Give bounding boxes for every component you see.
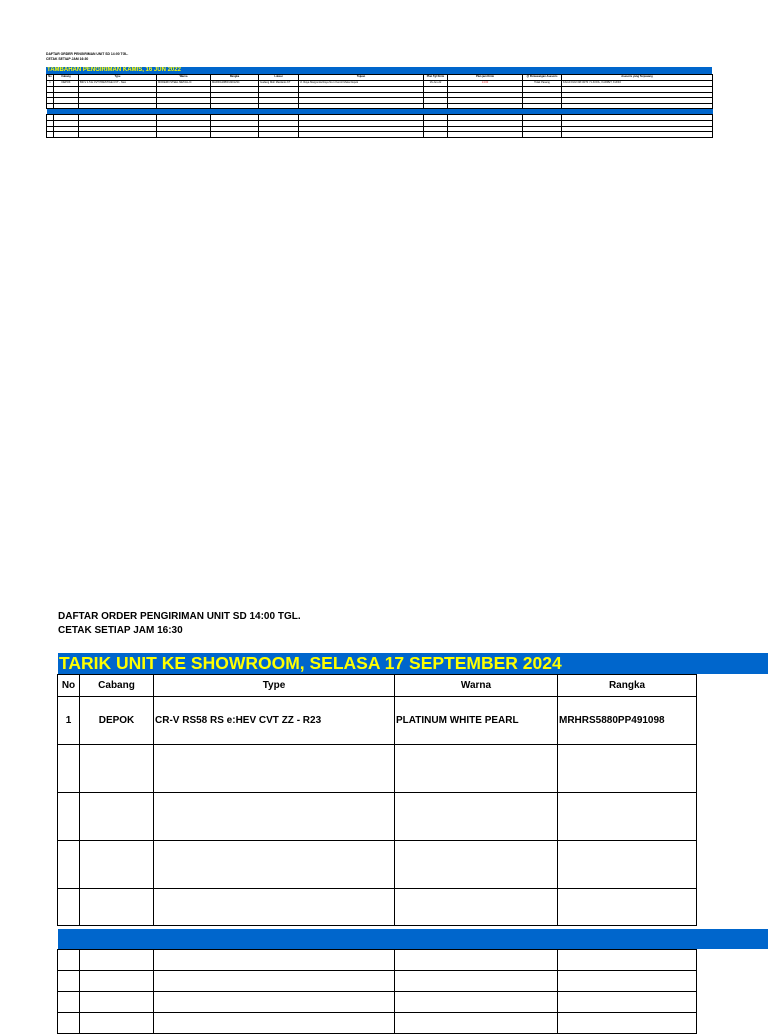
mini-cell-type: BR-V 1.5 E CVT PRESTIGE CVT - New bbox=[79, 80, 157, 86]
cell-cabang: DEPOK bbox=[80, 697, 154, 745]
mini-col-asesoris: Asesoris yang Terpasang bbox=[562, 75, 713, 81]
main-header-line2: CETAK SETIAP JAM 16:30 bbox=[58, 625, 183, 636]
mini-col-warna: Warna bbox=[157, 75, 211, 81]
mini-sheet bbox=[46, 52, 712, 138]
main-table bbox=[57, 674, 697, 926]
mini-table bbox=[46, 74, 713, 138]
cell-no: 1 bbox=[58, 697, 80, 745]
table-row bbox=[58, 1013, 697, 1034]
mini-cell-lokasi: Gudang Moh Mardanis KT bbox=[259, 80, 299, 86]
mini-cell-asesoris: KACA FILM 3M CR70 / V-KOOL, KARPET, KUNCI bbox=[562, 80, 713, 86]
col-cabang: Cabang bbox=[80, 675, 154, 697]
mini-cell-tujuan: Jl. Raya Margonda Raya No.1 Kemiri Muka Depok bbox=[299, 80, 424, 86]
mini-col-lokasi: Lokasi bbox=[259, 75, 299, 81]
mini-row bbox=[47, 132, 713, 138]
col-no: No bbox=[58, 675, 80, 697]
mini-col-tujuan: Tujuan bbox=[299, 75, 424, 81]
cell-rangka: MRHRS5880PP491098 bbox=[558, 697, 697, 745]
mini-col-plan-tgl: Plan Tgl Kirim bbox=[424, 75, 448, 81]
mini-col-cabang: Cabang bbox=[54, 75, 79, 81]
mini-col-pemasangan: @ Pemasangan Asesoris bbox=[523, 75, 562, 81]
mini-cell-warna: MODERN STEEL METALLIC bbox=[157, 80, 211, 86]
mini-cell-cabang: DEPOK bbox=[54, 80, 79, 86]
mini-col-rangka: Rangka bbox=[211, 75, 259, 81]
main-header-line1: DAFTAR ORDER PENGIRIMAN UNIT SD 14:00 TGL. bbox=[58, 611, 301, 622]
cell-warna: PLATINUM WHITE PEARL bbox=[395, 697, 558, 745]
mini-banner: TAMBAHAN PENGIRIMAN KAMIS, 16 JUN 2022 bbox=[46, 67, 712, 74]
main-banner: TARIK UNIT KE SHOWROOM, SELASA 17 SEPTEMBER 2024 bbox=[58, 653, 768, 674]
main-blue-band bbox=[58, 929, 768, 949]
table-row bbox=[58, 950, 697, 971]
table-row bbox=[58, 841, 697, 889]
mini-header-line1: DAFTAR ORDER PENGIRIMAN UNIT SD 14:00 TGL. bbox=[46, 52, 129, 56]
mini-cell-plan-tgl: 16-Jun-22 bbox=[424, 80, 448, 86]
table-row bbox=[58, 992, 697, 1013]
cell-type: CR-V RS58 RS e:HEV CVT ZZ - R23 bbox=[154, 697, 395, 745]
mini-header-line2: CETAK SETIAP JAM 16:30 bbox=[46, 56, 89, 61]
mini-cell-plan-jam: 14:00 bbox=[448, 80, 523, 86]
main-header-row bbox=[58, 675, 697, 697]
main-table-lower bbox=[57, 949, 697, 1034]
mini-col-plan-jam: Plan jam Kirim bbox=[448, 75, 523, 81]
table-row bbox=[58, 745, 697, 793]
mini-cell-rangka: MHRDG1880NJ201234 bbox=[211, 80, 259, 86]
col-rangka: Rangka bbox=[558, 675, 697, 697]
mini-col-type: Type bbox=[79, 75, 157, 81]
table-row bbox=[58, 793, 697, 841]
table-row bbox=[58, 697, 697, 745]
col-type: Type bbox=[154, 675, 395, 697]
table-row bbox=[58, 889, 697, 926]
mini-cell-no: 1 bbox=[47, 80, 54, 86]
mini-col-no: No bbox=[47, 75, 54, 81]
col-warna: Warna bbox=[395, 675, 558, 697]
table-row bbox=[58, 971, 697, 992]
mini-cell-pemasangan: Tidak Pasang bbox=[523, 80, 562, 86]
